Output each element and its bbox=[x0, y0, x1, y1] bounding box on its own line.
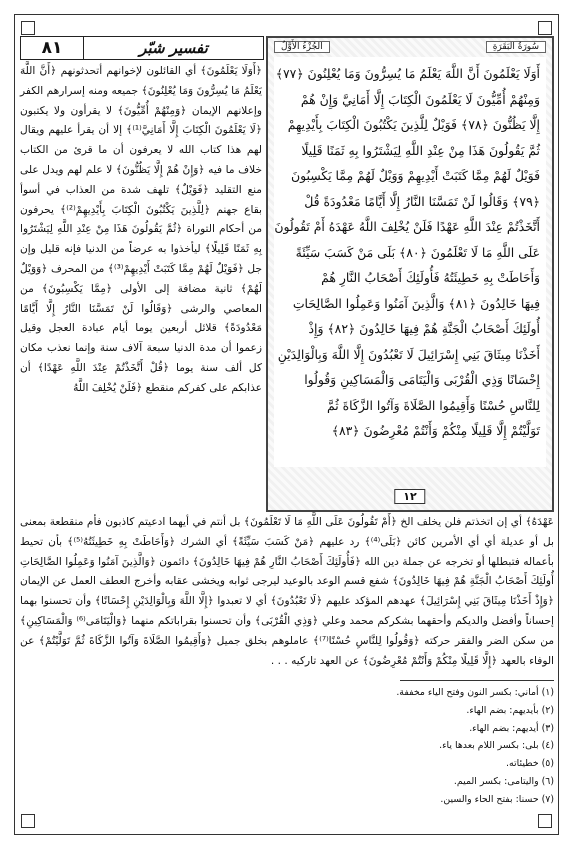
quran-line: إِلَّا يَظُنُّونَ ﴿٧٨﴾ فَوَيْلٌ لِلَّذِينَ يَكْتُبُونَ الْكِتَابَ بِأَيْدِيهِمْ bbox=[287, 117, 540, 132]
footnote: (٦) واليتامى: بكسر الميم. bbox=[453, 775, 554, 787]
footnote: (٣) أيديهم: بضم الهاء. bbox=[469, 722, 554, 734]
corner-ornament bbox=[21, 814, 35, 828]
quran-line: أَوَلَا يَعْلَمُونَ أَنَّ اللَّهَ يَعْلَمُ مَا يُسِرُّونَ وَمَا يُعْلِنُونَ ﴿٧٧﴾ bbox=[275, 66, 540, 81]
quran-line: لِلنَّاسِ حُسْنًا وَأَقِيمُوا الصَّلَاةَ وَآتُوا الزَّكَاةَ ثُمَّ bbox=[327, 397, 540, 413]
surah-tag: سُورَةُ البَقَرَةِ bbox=[486, 41, 546, 53]
tafsir-full-width bbox=[20, 513, 554, 665]
quran-line: إِحْسَانًا وَذِي الْقُرْبَى وَالْيَتَامَى وَالْمَسَاكِينِ وَقُولُوا bbox=[304, 372, 540, 387]
tafsir-column bbox=[20, 62, 262, 510]
page-number: ٨١ bbox=[21, 37, 84, 59]
tafsir-title: تفسير شبّر bbox=[139, 39, 208, 57]
quran-line: أَخَذْنَا مِيثَاقَ بَنِي إِسْرَائِيلَ لَا تَعْبُدُونَ إِلَّا اللَّهَ وَبِالْوَالِدَيْنِ bbox=[277, 346, 540, 362]
footnote: (٥) خطيئاته. bbox=[506, 758, 554, 770]
footnotes bbox=[250, 684, 554, 809]
quran-line: أُولَئِكَ أَصْحَابُ الْجَنَّةِ هُمْ فِيهَا خَالِدُونَ ﴿٨٢﴾ وَإِذْ bbox=[308, 321, 540, 336]
quran-line: ﴿٧٩﴾ وَقَالُوا لَنْ تَمَسَّنَا النَّارُ إِلَّا أَيَّامًا مَعْدُودَةً قُلْ bbox=[304, 193, 540, 209]
quran-line: ثُمَّ يَقُولُونَ هَذَا مِنْ عِنْدِ اللَّهِ لِيَشْتَرُوا بِهِ ثَمَنًا قَلِيلًا bbox=[301, 142, 540, 158]
quran-panel bbox=[266, 36, 554, 512]
tafsir-header bbox=[20, 36, 264, 60]
quran-line: فِيهَا خَالِدُونَ ﴿٨١﴾ وَالَّذِينَ آمَنُوا وَعَمِلُوا الصَّالِحَاتِ bbox=[292, 295, 540, 311]
quran-line: وَأَحَاطَتْ بِهِ خَطِيئَتُهُ فَأُولَئِكَ أَصْحَابُ النَّارِ هُمْ bbox=[321, 270, 540, 285]
footnote: (٤) بلى: بكسر اللام بعدها ياء. bbox=[439, 740, 554, 752]
footnote-divider bbox=[400, 680, 554, 681]
corner-ornament bbox=[538, 21, 552, 35]
tafsir-paragraph: ﴿أَوَلَا يَعْلَمُونَ﴾ أي القائلون لإخوانهم أتحدثونهم ﴿أَنَّ اللَّهَ يَعْلَمُ مَا يُسِرُّونَ وَمَا يُعْلِنُونَ﴾ جميعه ومنه إسرارهم الكفر وإعلانهم الإيمان ﴿وَمِنْهُمْ أُمِّيُّونَ﴾ لا يقرأون ولا يكتبون ﴿لَا يَعْلَمُونَ الْكِتَابَ إِلَّا أَمَانِيَّ⁽¹⁾﴾ إلا أن يقرأ عليهم ويقال لهم هذا كتاب الله لا يعرفون أن ما قرئ من الكتاب خلاف ما فيه ﴿وَإِنْ هُمْ إِلَّا يَظُنُّونَ﴾ لا علم لهم ويدل على منع التقليد ﴿فَوَيْلٌ﴾ تلهف شدة من العذاب في أسوأ بقاع جهنم ﴿لِلَّذِينَ يَكْتُبُونَ الْكِتَابَ بِأَيْدِيهِمْ⁽²⁾﴾ يحرفون من أحكام التوراة ﴿ثُمَّ يَقُولُونَ هَذَا مِنْ عِنْدِ اللَّهِ لِيَشْتَرُوا بِهِ ثَمَنًا قَلِيلًا﴾ ليأخذوا به عرضاً من الدنيا فإنه قليل وإن جل ﴿فَوَيْلٌ لَهُمْ مِمَّا كَتَبَتْ أَيْدِيهِمْ⁽³⁾﴾ من المحرف ﴿وَوَيْلٌ لَهُمْ﴾ ثانية مضافة إلى الأولى ﴿مِمَّا يَكْسِبُونَ﴾ من المعاصي والرشى ﴿وَقَالُوا لَنْ تَمَسَّنَا النَّارُ إِلَّا أَيَّامًا مَعْدُودَةً﴾ قلائل أربعين يوما أيام عبادة العجل وقيل زعموا أن مدة الدنيا سبعة آلاف سنة وإنما نعذب مكان كل ألف سنة يوما ﴿قُلْ أَتَّخَذْتُمْ عِنْدَ اللَّهِ عَهْدًا﴾ أن عذابكم على كفركم منقطع ﴿فَلَنْ يُخْلِفَ اللَّهُ bbox=[20, 65, 262, 394]
footnote: (٢) بأيديهم: بضم الهاء. bbox=[466, 704, 554, 716]
quran-line: وَمِنْهُمْ أُمِّيُّونَ لَا يَعْلَمُونَ الْكِتَابَ إِلَّا أَمَانِيَّ وَإِنْ هُمْ bbox=[300, 91, 540, 107]
quran-header bbox=[268, 38, 552, 53]
quran-text bbox=[274, 57, 546, 467]
juz-tag: الجُزْءُ الأَوَّلُ bbox=[274, 41, 330, 53]
footnote: (٧) حسنا: بفتح الحاء والسين. bbox=[440, 793, 554, 805]
quran-line: فَوَيْلٌ لَهُمْ مِمَّا كَتَبَتْ أَيْدِيهِمْ وَوَيْلٌ لَهُمْ مِمَّا يَكْسِبُونَ bbox=[290, 168, 540, 183]
hizb-number: ١٢ bbox=[394, 489, 425, 504]
quran-line: عَلَى اللَّهِ مَا لَا تَعْلَمُونَ ﴿٨٠﴾ بَلَى مَنْ كَسَبَ سَيِّئَةً bbox=[295, 244, 540, 260]
quran-line: تَوَلَّيْتُمْ إِلَّا قَلِيلًا مِنْكُمْ وَأَنْتُمْ مُعْرِضُونَ ﴿٨٣﴾ bbox=[331, 423, 540, 438]
tafsir-paragraph: عَهْدَهُ﴾ أي إن اتخذتم فلن يخلف الخ ﴿أَمْ تَقُولُونَ عَلَى اللَّهِ مَا لَا تَعْلَمُونَ﴾ بل أنتم في أيهما ادعيتم كاذبون فأم منقطعة بمعنى بل أو عديلة أي أي الأمرين كائن ﴿بَلَى⁽⁴⁾﴾ رد عليهم ﴿مَنْ كَسَبَ سَيِّئَةً﴾ أي الشرك ﴿وَأَحَاطَتْ بِهِ خَطِيئَتُهُ⁽⁵⁾﴾ بأن تحيط بأعماله فتبطلها أو تخرجه عن جملة دين الله ﴿فَأُولَئِكَ أَصْحَابُ النَّارِ هُمْ فِيهَا خَالِدُونَ﴾ دائمون ﴿وَالَّذِينَ آمَنُوا وَعَمِلُوا الصَّالِحَاتِ أُولَئِكَ أَصْحَابُ الْجَنَّةِ هُمْ فِيهَا خَالِدُونَ﴾ شفع قسم الوعد بالوعيد ليرجى ثوابه ويخشى عقابه وأخرج العطف العمل عن الإيمان ﴿وَإِذْ أَخَذْنَا مِيثَاقَ بَنِي إِسْرَائِيلَ﴾ عهدهم المؤكد عليهم ﴿لَا تَعْبُدُونَ﴾ أي لا تعبدوا ﴿إِلَّا اللَّهَ وَبِالْوَالِدَيْنِ إِحْسَانًا﴾ وأن تحسنوا بهما إحساناً وأفضل والديكم وأحقهما بشكركم محمد وعلي ﴿وَذِي الْقُرْبَى﴾ وأن تحسنوا بقراباتكم منهما ﴿وَالْيَتَامَى⁽⁶⁾ وَالْمَسَاكِينِ﴾ من سكن الضر والفقر حركته ﴿وَقُولُوا لِلنَّاسِ حُسْنًا⁽⁷⁾﴾ عاملوهم بخلق جميل ﴿وَأَقِيمُوا الصَّلَاةَ وَآتُوا الزَّكَاةَ ثُمَّ تَوَلَّيْتُمْ﴾ عن الوفاء بالعهد ﴿إِلَّا قَلِيلًا مِنْكُمْ وَأَنْتُمْ مُعْرِضُونَ﴾ عن العهد تاركيه . . . bbox=[20, 516, 555, 667]
corner-ornament bbox=[538, 814, 552, 828]
footnote: (١) أماني: بكسر النون وفتح الياء مخففة. bbox=[396, 687, 554, 698]
corner-ornament bbox=[21, 21, 35, 35]
quran-line: أَتَّخَذْتُمْ عِنْدَ اللَّهِ عَهْدًا فَلَنْ يُخْلِفَ اللَّهُ عَهْدَهُ أَمْ تَقُولُونَ bbox=[274, 219, 540, 234]
